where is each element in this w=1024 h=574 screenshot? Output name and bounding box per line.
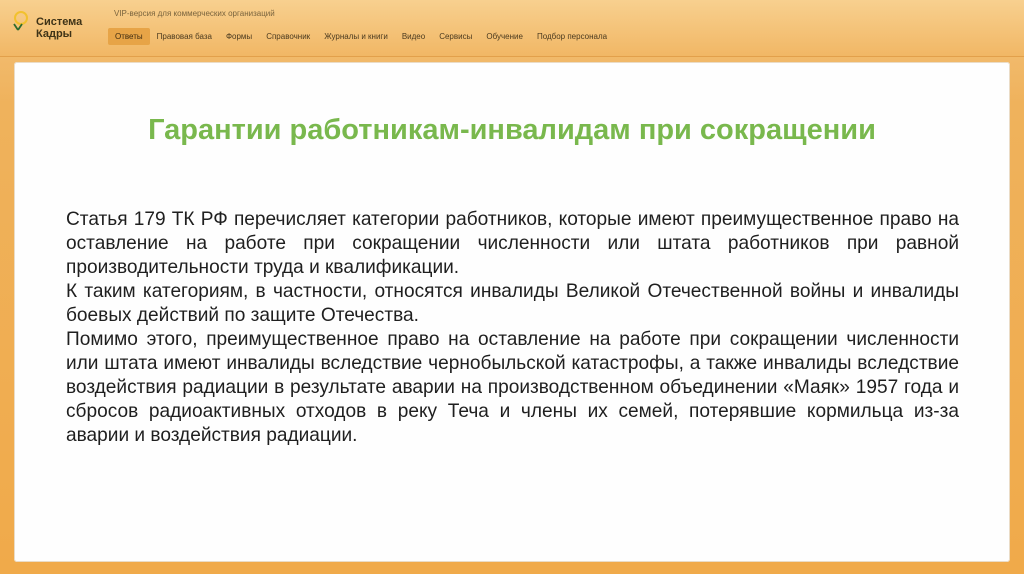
- nav-item-answers[interactable]: Ответы: [108, 28, 150, 45]
- logo-text: Система Кадры: [36, 16, 83, 40]
- nav-item-recruitment[interactable]: Подбор персонала: [536, 32, 608, 41]
- nav-item-services[interactable]: Сервисы: [439, 32, 473, 41]
- nav-item-video[interactable]: Видео: [401, 32, 426, 41]
- nav-item-forms[interactable]: Формы: [225, 32, 253, 41]
- nav-item-reference[interactable]: Справочник: [266, 32, 311, 41]
- nav-item-training[interactable]: Обучение: [486, 32, 523, 41]
- paragraph-2: К таким категориям, в частности, относятся инвалиды Великой Отечественной войны и инвалиды боевых действий по защите Отечества.: [66, 281, 959, 326]
- paragraph-1: Статья 179 ТК РФ перечисляет категории работников, которые имеют преимущественное право на оставление на работе при сокращении численности или штата работников при равной производительности труда и квалификации.: [66, 209, 959, 278]
- nav-item-legal-base[interactable]: Правовая база: [156, 32, 212, 41]
- logo[interactable]: [8, 8, 98, 48]
- page-title: Гарантии работникам-инвалидам при сокращении: [148, 114, 876, 146]
- main-nav: [108, 28, 614, 45]
- nav-item-journals-books[interactable]: Журналы и книги: [324, 32, 388, 41]
- vip-note: VIP-версия для коммерческих организаций: [114, 9, 275, 18]
- paragraph-3: Помимо этого, преимущественное право на оставление на работе при сокращении численности или штата имеют инвалиды вследствие чернобыльской катастрофы, а также инвалиды вследствие воздействия радиации в результате аварии на производственном объединении «Маяк» 1957 года и сбросов радиоактивных отходов в реку Теча и члены их семей, потерявшие кормильца из-за аварии и воздействия радиации.: [66, 329, 959, 446]
- system-kadry-logo-icon: [10, 10, 32, 32]
- top-bar: [0, 0, 1024, 57]
- content-panel: [14, 62, 1010, 562]
- article-body: [66, 208, 959, 448]
